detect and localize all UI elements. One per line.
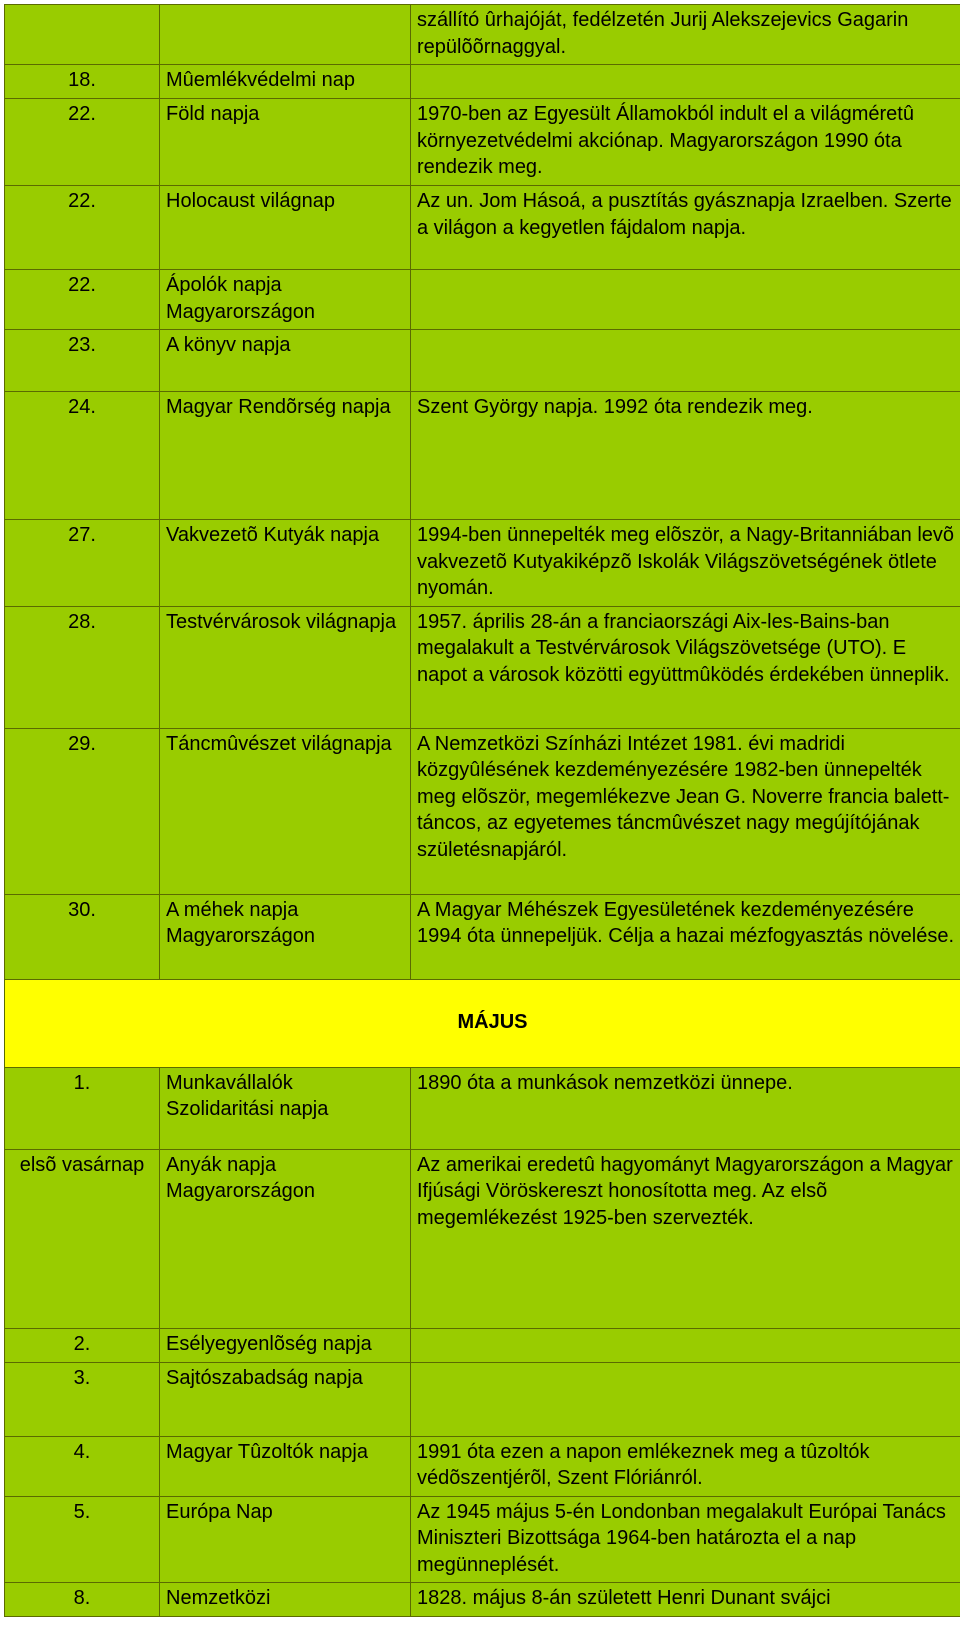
day-cell: 24. xyxy=(5,392,160,520)
day-cell: 1. xyxy=(5,1067,160,1149)
observance-name: Ápolók napja Magyarországon xyxy=(160,270,411,330)
observance-description xyxy=(411,330,960,392)
observance-name: Magyar Tûzoltók napja xyxy=(160,1436,411,1496)
table-row xyxy=(5,1149,960,1328)
observance-name: Anyák napja Magyarországon xyxy=(160,1149,411,1328)
day-cell: 27. xyxy=(5,520,160,607)
day-cell: 23. xyxy=(5,330,160,392)
observance-name: Föld napja xyxy=(160,99,411,186)
observance-description xyxy=(411,1362,960,1436)
day-cell: 22. xyxy=(5,270,160,330)
observance-table xyxy=(4,4,960,1617)
observance-description: Az amerikai eredetû hagyományt Magyarországon a Magyar Ifjúsági Vöröskereszt honosította meg. Az elsõ megemlékezést 1925-ben szervezték. xyxy=(411,1149,960,1328)
observance-description: A Magyar Méhészek Egyesületének kezdeményezésére 1994 óta ünnepeljük. Célja a hazai mézfogyasztás növelése. xyxy=(411,894,960,979)
day-cell: elsõ vasárnap xyxy=(5,1149,160,1328)
observance-description: Az un. Jom Hásoá, a pusztítás gyásznapja Izraelben. Szerte a világon a kegyetlen fájdalom napja. xyxy=(411,186,960,270)
observance-description xyxy=(411,65,960,99)
day-cell: 29. xyxy=(5,728,160,894)
observance-name xyxy=(160,5,411,65)
table-row xyxy=(5,330,960,392)
day-cell: 22. xyxy=(5,99,160,186)
observance-name: Mûemlékvédelmi nap xyxy=(160,65,411,99)
observance-description xyxy=(411,1328,960,1362)
observance-name: Holocaust világnap xyxy=(160,186,411,270)
observance-name: Sajtószabadság napja xyxy=(160,1362,411,1436)
day-cell: 2. xyxy=(5,1328,160,1362)
table-row xyxy=(5,1067,960,1149)
table-row xyxy=(5,65,960,99)
observance-description: 1828. május 8-án született Henri Dunant svájci xyxy=(411,1583,960,1617)
observance-name: Magyar Rendõrség napja xyxy=(160,392,411,520)
observance-description: Az 1945 május 5-én Londonban megalakult Európai Tanács Miniszteri Bizottsága 1964-ben határozta el a nap megünneplését. xyxy=(411,1496,960,1583)
observance-description: szállító ûrhajóját, fedélzetén Jurij Alekszejevics Gagarin repülõõrnaggyal. xyxy=(411,5,960,65)
observance-description: 1957. április 28-án a franciaországi Aix-les-Bains-ban megalakult a Testvérvárosok Világszövetsége (UTO). E napot a városok közötti együttmûködés érdekében ünneplik. xyxy=(411,606,960,728)
table-row xyxy=(5,1436,960,1496)
table-row xyxy=(5,520,960,607)
day-cell: 5. xyxy=(5,1496,160,1583)
observance-description: 1994-ben ünnepelték meg elõször, a Nagy-Britanniában levõ vakvezetõ Kutyakiképzõ Iskolák Világszövetségének ötlete nyomán. xyxy=(411,520,960,607)
day-cell: 3. xyxy=(5,1362,160,1436)
observance-name: Munkavállalók Szolidaritási napja xyxy=(160,1067,411,1149)
observance-description: A Nemzetközi Színházi Intézet 1981. évi madridi közgyûlésének kezdeményezésére 1982-ben ünnepelték meg elõször, megemlékezve Jean G. Noverre francia balett-táncos, az egyetemes táncmûvészet nagy megújítójának születésnapjáról. xyxy=(411,728,960,894)
table-row xyxy=(5,5,960,65)
table-row xyxy=(5,1583,960,1617)
observance-name: A könyv napja xyxy=(160,330,411,392)
observance-name: Nemzetközi xyxy=(160,1583,411,1617)
observance-description: Szent György napja. 1992 óta rendezik meg. xyxy=(411,392,960,520)
calendar-page xyxy=(4,4,960,1617)
month-header-row xyxy=(5,979,960,1067)
table-row xyxy=(5,894,960,979)
observance-name: Vakvezetõ Kutyák napja xyxy=(160,520,411,607)
observance-name: Esélyegyenlõség napja xyxy=(160,1328,411,1362)
day-cell: 28. xyxy=(5,606,160,728)
observance-name: A méhek napja Magyarországon xyxy=(160,894,411,979)
day-cell: 18. xyxy=(5,65,160,99)
observance-name: Európa Nap xyxy=(160,1496,411,1583)
observance-description: 1991 óta ezen a napon emlékeznek meg a tûzoltók védõszentjérõl, Szent Flóriánról. xyxy=(411,1436,960,1496)
table-row xyxy=(5,186,960,270)
table-row xyxy=(5,606,960,728)
month-header xyxy=(5,979,960,1067)
month-label: MÁJUS xyxy=(457,1010,528,1033)
day-cell: 22. xyxy=(5,186,160,270)
table-row xyxy=(5,728,960,894)
table-row xyxy=(5,1362,960,1436)
day-cell: 8. xyxy=(5,1583,160,1617)
table-row xyxy=(5,99,960,186)
table-row xyxy=(5,270,960,330)
day-cell xyxy=(5,5,160,65)
observance-description: 1890 óta a munkások nemzetközi ünnepe. xyxy=(411,1067,960,1149)
table-row xyxy=(5,1496,960,1583)
observance-table-body xyxy=(5,5,960,1617)
observance-name: Testvérvárosok világnapja xyxy=(160,606,411,728)
day-cell: 30. xyxy=(5,894,160,979)
table-row xyxy=(5,392,960,520)
day-cell: 4. xyxy=(5,1436,160,1496)
observance-name: Táncmûvészet világnapja xyxy=(160,728,411,894)
observance-description xyxy=(411,270,960,330)
observance-description: 1970-ben az Egyesült Államokból indult el a világméretû környezetvédelmi akciónap. Magyarországon 1990 óta rendezik meg. xyxy=(411,99,960,186)
table-row xyxy=(5,1328,960,1362)
